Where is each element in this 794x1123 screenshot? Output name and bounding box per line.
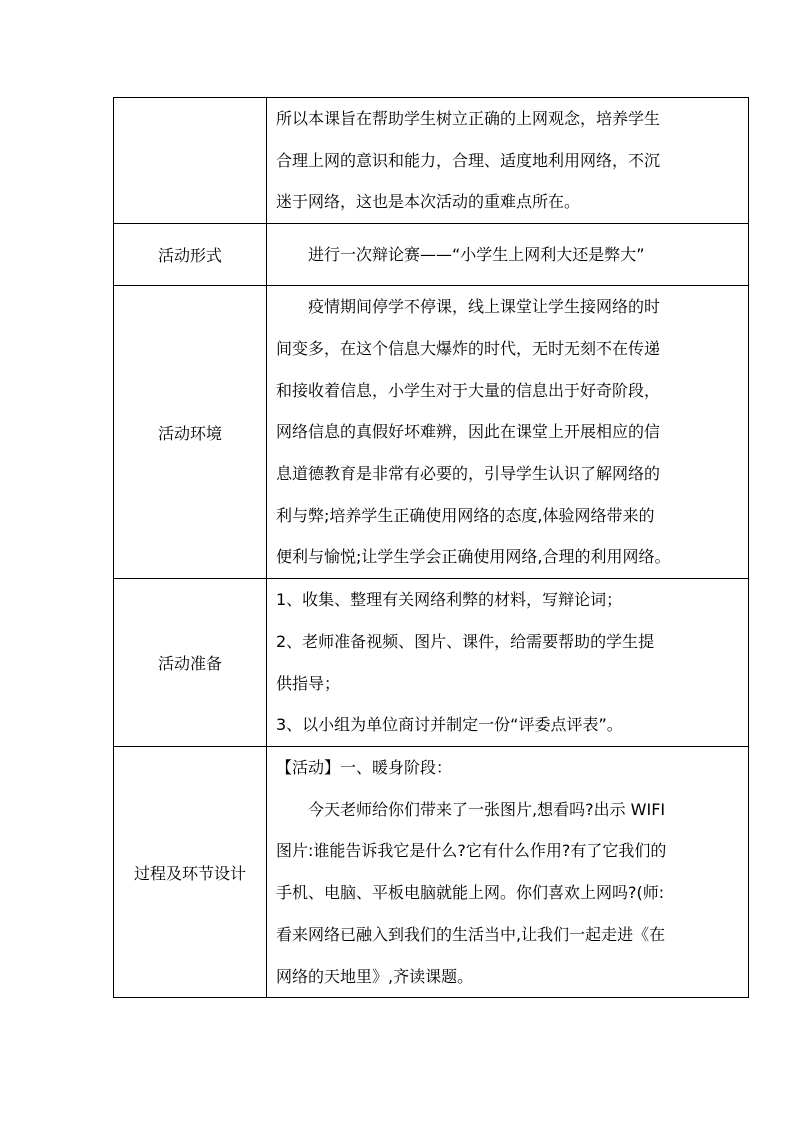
row-label-process-design: 过程及环节设计 bbox=[114, 747, 267, 998]
table-row bbox=[114, 747, 749, 998]
text-line: 【活动】一、暖身阶段： bbox=[276, 758, 453, 778]
text-line: 进行一次辩论赛——“小学生上网利大还是弊大” bbox=[308, 244, 645, 264]
text-line: 和接收着信息，小学生对于大量的信息出于好奇阶段， bbox=[276, 380, 661, 400]
text-line: 迷于网络，这也是本次活动的重难点所在。 bbox=[276, 192, 581, 212]
text-line: 手机、电脑、平板电脑就能上网。你们喜欢上网吗?(师: bbox=[276, 883, 665, 903]
row-content bbox=[267, 286, 749, 579]
text-line: 3、以小组为单位商讨并制定一份“评委点评表”。 bbox=[276, 715, 623, 735]
text-line: 供指导； bbox=[276, 673, 341, 693]
text-line: 今天老师给你们带来了一张图片,想看吗?出示 WIFI bbox=[308, 799, 666, 819]
text-line: 疫情期间停学不停课，线上课堂让学生接网络的时 bbox=[308, 297, 661, 317]
text-line: 利与弊;培养学生正确使用网络的态度,体验网络带来的 bbox=[276, 505, 655, 525]
table-row bbox=[114, 98, 749, 224]
text-line: 便利与愉悦;让学生学会正确使用网络,合理的利用网络。 bbox=[276, 547, 671, 567]
lesson-plan-table bbox=[113, 97, 749, 998]
text-line: 1、收集、整理有关网络利弊的材料，写辩论词； bbox=[276, 590, 623, 610]
row-content bbox=[267, 579, 749, 747]
row-label-activity-environment: 活动环境 bbox=[114, 286, 267, 579]
row-content bbox=[267, 98, 749, 224]
text-line: 看来网络已融入到我们的生活当中,让我们一起走进《在 bbox=[276, 924, 666, 944]
row-content bbox=[267, 747, 749, 998]
text-line: 2、老师准备视频、图片、课件，给需要帮助的学生提 bbox=[276, 631, 655, 651]
text-line: 网络信息的真假好坏难辨，因此在课堂上开展相应的信 bbox=[276, 422, 661, 442]
table-row bbox=[114, 224, 749, 286]
table-row bbox=[114, 286, 749, 579]
text-line: 息道德教育是非常有必要的，引导学生认识了解网络的 bbox=[276, 463, 661, 483]
table-row bbox=[114, 579, 749, 747]
row-label-activity-preparation: 活动准备 bbox=[114, 579, 267, 747]
text-line: 合理上网的意识和能力，合理、适度地利用网络，不沉 bbox=[276, 150, 661, 170]
text-line: 图片:谁能告诉我它是什么?它有什么作用?有了它我们的 bbox=[276, 841, 667, 861]
row-label-empty bbox=[114, 98, 267, 224]
text-line: 间变多，在这个信息大爆炸的时代，无时无刻不在传递 bbox=[276, 338, 661, 358]
text-line: 所以本课旨在帮助学生树立正确的上网观念，培养学生 bbox=[276, 109, 661, 128]
text-line: 网络的天地里》,齐读课题。 bbox=[276, 966, 474, 986]
row-label-activity-form: 活动形式 bbox=[114, 224, 267, 286]
row-content bbox=[267, 224, 749, 286]
